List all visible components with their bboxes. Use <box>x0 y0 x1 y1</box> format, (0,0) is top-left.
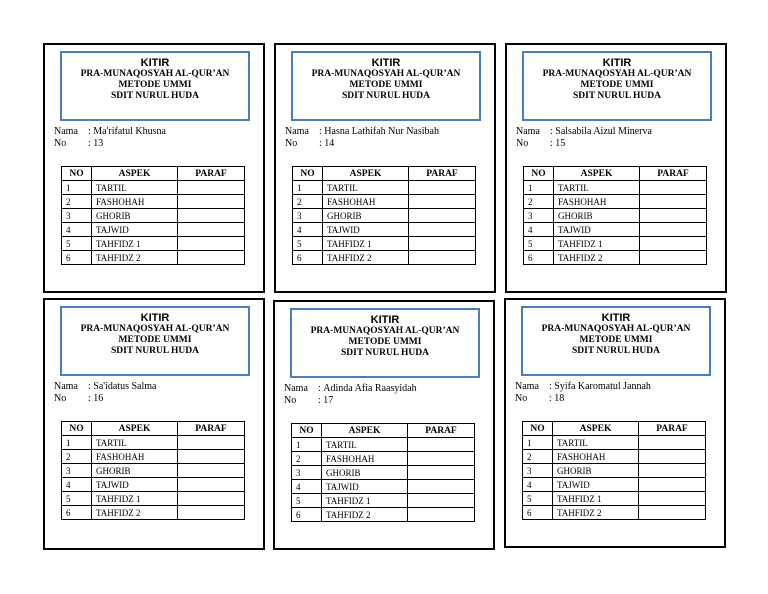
student-number: 17 <box>323 395 334 406</box>
card-title: KITIR <box>370 314 400 326</box>
number-sep: : <box>88 138 91 149</box>
card-subtitle-school: SDIT NURUL HUDA <box>573 91 661 101</box>
card-header <box>60 51 250 121</box>
row-number: 1 <box>292 438 322 452</box>
card-subtitle-program: PRA-MUNAQOSYAH AL-QUR’AN <box>310 326 460 336</box>
row-paraf-cell[interactable] <box>639 436 706 450</box>
col-no-header: NO <box>62 167 92 181</box>
row-aspect: TAJWID <box>92 478 178 492</box>
name-sep: : <box>550 126 553 137</box>
card-subtitle-program: PRA-MUNAQOSYAH AL-QUR’AN <box>311 69 461 79</box>
row-paraf-cell[interactable] <box>178 181 245 195</box>
table-row <box>293 223 476 237</box>
row-paraf-cell[interactable] <box>408 438 475 452</box>
card-subtitle-program: PRA-MUNAQOSYAH AL-QUR’AN <box>542 69 692 79</box>
row-number: 1 <box>62 436 92 450</box>
row-number: 2 <box>523 450 553 464</box>
col-aspek-header: ASPEK <box>322 424 408 438</box>
student-name: Hasna Lathifah Nur Nasibah <box>324 126 439 137</box>
card-title: KITIR <box>601 312 631 324</box>
card-title: KITIR <box>371 57 401 69</box>
col-paraf-header: PARAF <box>409 167 476 181</box>
student-info <box>285 126 439 150</box>
row-aspect: TAHFIDZ 1 <box>553 492 639 506</box>
row-aspect: TARTIL <box>92 436 178 450</box>
aspect-table <box>291 423 475 522</box>
number-sep: : <box>549 393 552 404</box>
name-label: Nama <box>54 126 78 137</box>
student-name: Sa'idatus Salma <box>93 381 157 392</box>
col-paraf-header: PARAF <box>178 422 245 436</box>
aspect-table <box>522 421 706 520</box>
table-row <box>523 492 706 506</box>
card-header <box>290 308 480 378</box>
name-label: Nama <box>516 126 540 137</box>
card-subtitle-method: METODE UMMI <box>349 80 423 90</box>
table-row <box>62 209 245 223</box>
row-aspect: TAHFIDZ 2 <box>553 506 639 520</box>
row-aspect: FASHOHAH <box>554 195 640 209</box>
card-subtitle-method: METODE UMMI <box>118 80 192 90</box>
row-aspect: FASHOHAH <box>553 450 639 464</box>
row-aspect: TAJWID <box>92 223 178 237</box>
student-number: 13 <box>93 138 104 149</box>
table-row <box>292 494 475 508</box>
number-row <box>54 138 166 150</box>
row-paraf-cell[interactable] <box>178 464 245 478</box>
row-aspect: TAHFIDZ 1 <box>323 237 409 251</box>
row-aspect: TAHFIDZ 1 <box>92 237 178 251</box>
number-row <box>285 138 439 150</box>
table-row <box>62 464 245 478</box>
card-subtitle-method: METODE UMMI <box>348 337 422 347</box>
student-info <box>284 383 417 407</box>
table-row <box>292 480 475 494</box>
number-row <box>516 138 652 150</box>
student-info <box>515 381 651 405</box>
row-number: 5 <box>62 492 92 506</box>
table-row <box>523 478 706 492</box>
row-aspect: FASHOHAH <box>322 452 408 466</box>
row-paraf-cell[interactable] <box>640 223 707 237</box>
col-paraf-header: PARAF <box>639 422 706 436</box>
number-row <box>54 393 156 405</box>
name-label: Nama <box>54 381 78 392</box>
row-aspect: FASHOHAH <box>92 450 178 464</box>
number-label: No <box>54 393 67 404</box>
table-row <box>292 508 475 522</box>
table-row <box>62 223 245 237</box>
aspect-table <box>523 166 707 265</box>
row-paraf-cell[interactable] <box>409 223 476 237</box>
row-aspect: TAHFIDZ 1 <box>92 492 178 506</box>
table-row <box>62 492 245 506</box>
table-row <box>292 438 475 452</box>
name-row <box>285 126 439 138</box>
table-row <box>293 251 476 265</box>
card-subtitle-method: METODE UMMI <box>580 80 654 90</box>
row-aspect: GHORIB <box>92 464 178 478</box>
card-header <box>522 51 712 121</box>
row-aspect: TARTIL <box>322 438 408 452</box>
kitir-card <box>43 43 265 293</box>
table-row <box>292 452 475 466</box>
card-subtitle-school: SDIT NURUL HUDA <box>342 91 430 101</box>
row-paraf-cell[interactable] <box>639 492 706 506</box>
row-aspect: GHORIB <box>322 466 408 480</box>
aspect-table <box>61 421 245 520</box>
row-paraf-cell[interactable] <box>640 251 707 265</box>
name-label: Nama <box>515 381 539 392</box>
table-header-row <box>523 422 706 436</box>
student-name: Adinda Afia Raasyidah <box>323 383 417 394</box>
student-info <box>54 126 166 150</box>
card-title: KITIR <box>602 57 632 69</box>
number-sep: : <box>88 393 91 404</box>
table-header-row <box>62 422 245 436</box>
row-number: 1 <box>523 436 553 450</box>
name-label: Nama <box>285 126 309 137</box>
card-title: KITIR <box>140 57 170 69</box>
row-paraf-cell[interactable] <box>640 181 707 195</box>
row-paraf-cell[interactable] <box>178 237 245 251</box>
row-number: 4 <box>523 478 553 492</box>
row-number: 2 <box>293 195 323 209</box>
number-row <box>515 393 651 405</box>
number-label: No <box>515 393 528 404</box>
table-row <box>523 506 706 520</box>
student-name: Syifa Karomatul Jannah <box>554 381 651 392</box>
row-number: 3 <box>524 209 554 223</box>
name-row <box>516 126 652 138</box>
aspect-table <box>61 166 245 265</box>
row-aspect: TAHFIDZ 2 <box>92 251 178 265</box>
student-name: Ma'rifatul Khusna <box>93 126 166 137</box>
table-row <box>524 209 707 223</box>
row-number: 2 <box>62 195 92 209</box>
card-subtitle-school: SDIT NURUL HUDA <box>111 346 199 356</box>
row-aspect: TAHFIDZ 2 <box>323 251 409 265</box>
number-label: No <box>54 138 67 149</box>
col-no-header: NO <box>293 167 323 181</box>
row-paraf-cell[interactable] <box>640 209 707 223</box>
row-number: 5 <box>292 494 322 508</box>
kitir-card <box>43 298 265 550</box>
card-subtitle-method: METODE UMMI <box>579 335 653 345</box>
row-number: 6 <box>62 251 92 265</box>
row-number: 5 <box>523 492 553 506</box>
student-info <box>54 381 156 405</box>
table-row <box>523 436 706 450</box>
row-number: 3 <box>62 464 92 478</box>
name-label: Nama <box>284 383 308 394</box>
card-header <box>291 51 481 121</box>
row-paraf-cell[interactable] <box>639 464 706 478</box>
table-row <box>524 223 707 237</box>
row-number: 6 <box>524 251 554 265</box>
number-label: No <box>284 395 297 406</box>
row-paraf-cell[interactable] <box>178 492 245 506</box>
student-info <box>516 126 652 150</box>
row-paraf-cell[interactable] <box>178 478 245 492</box>
row-aspect: TAHFIDZ 2 <box>554 251 640 265</box>
col-aspek-header: ASPEK <box>323 167 409 181</box>
student-number: 14 <box>324 138 335 149</box>
row-paraf-cell[interactable] <box>178 436 245 450</box>
name-sep: : <box>88 381 91 392</box>
row-aspect: FASHOHAH <box>323 195 409 209</box>
row-paraf-cell[interactable] <box>408 466 475 480</box>
table-header-row <box>524 167 707 181</box>
name-row <box>54 381 156 393</box>
card-subtitle-program: PRA-MUNAQOSYAH AL-QUR’AN <box>80 324 230 334</box>
table-row <box>524 195 707 209</box>
name-sep: : <box>319 126 322 137</box>
col-aspek-header: ASPEK <box>92 167 178 181</box>
col-aspek-header: ASPEK <box>553 422 639 436</box>
row-paraf-cell[interactable] <box>409 209 476 223</box>
table-row <box>292 466 475 480</box>
col-paraf-header: PARAF <box>408 424 475 438</box>
name-sep: : <box>318 383 321 394</box>
card-subtitle-method: METODE UMMI <box>118 335 192 345</box>
table-row <box>62 195 245 209</box>
row-number: 5 <box>524 237 554 251</box>
row-aspect: TARTIL <box>323 181 409 195</box>
row-aspect: TAJWID <box>553 478 639 492</box>
table-row <box>523 464 706 478</box>
table-row <box>62 237 245 251</box>
row-aspect: GHORIB <box>553 464 639 478</box>
card-subtitle-school: SDIT NURUL HUDA <box>111 91 199 101</box>
table-row <box>293 181 476 195</box>
card-subtitle-school: SDIT NURUL HUDA <box>572 346 660 356</box>
row-aspect: GHORIB <box>554 209 640 223</box>
table-row <box>62 436 245 450</box>
name-sep: : <box>549 381 552 392</box>
row-aspect: TAHFIDZ 1 <box>554 237 640 251</box>
row-number: 6 <box>62 506 92 520</box>
table-row <box>293 237 476 251</box>
card-title: KITIR <box>140 312 170 324</box>
table-row <box>293 195 476 209</box>
row-paraf-cell[interactable] <box>640 237 707 251</box>
number-label: No <box>516 138 529 149</box>
row-aspect: TAJWID <box>322 480 408 494</box>
name-sep: : <box>88 126 91 137</box>
col-paraf-header: PARAF <box>178 167 245 181</box>
row-aspect: TAHFIDZ 2 <box>92 506 178 520</box>
kitir-card <box>505 43 727 293</box>
row-paraf-cell[interactable] <box>409 195 476 209</box>
row-paraf-cell[interactable] <box>639 478 706 492</box>
row-number: 5 <box>62 237 92 251</box>
row-number: 6 <box>293 251 323 265</box>
student-number: 18 <box>554 393 565 404</box>
col-no-header: NO <box>524 167 554 181</box>
table-row <box>62 181 245 195</box>
row-number: 6 <box>523 506 553 520</box>
row-paraf-cell[interactable] <box>409 181 476 195</box>
row-paraf-cell[interactable] <box>178 209 245 223</box>
row-aspect: TAHFIDZ 1 <box>322 494 408 508</box>
row-aspect: GHORIB <box>92 209 178 223</box>
col-no-header: NO <box>292 424 322 438</box>
row-aspect: TARTIL <box>92 181 178 195</box>
row-number: 1 <box>293 181 323 195</box>
table-row <box>524 237 707 251</box>
row-number: 4 <box>62 223 92 237</box>
col-no-header: NO <box>62 422 92 436</box>
name-row <box>515 381 651 393</box>
row-number: 3 <box>62 209 92 223</box>
table-row <box>62 251 245 265</box>
row-aspect: TARTIL <box>554 181 640 195</box>
row-number: 3 <box>292 466 322 480</box>
row-paraf-cell[interactable] <box>640 195 707 209</box>
row-paraf-cell[interactable] <box>178 251 245 265</box>
row-paraf-cell[interactable] <box>409 237 476 251</box>
row-paraf-cell[interactable] <box>408 494 475 508</box>
row-number: 3 <box>293 209 323 223</box>
table-row <box>524 251 707 265</box>
row-number: 6 <box>292 508 322 522</box>
row-paraf-cell[interactable] <box>178 506 245 520</box>
row-number: 3 <box>523 464 553 478</box>
row-aspect: TAJWID <box>554 223 640 237</box>
table-row <box>62 506 245 520</box>
number-row <box>284 395 417 407</box>
table-row <box>62 478 245 492</box>
row-aspect: TAHFIDZ 2 <box>322 508 408 522</box>
table-row <box>293 209 476 223</box>
card-subtitle-program: PRA-MUNAQOSYAH AL-QUR’AN <box>541 324 691 334</box>
number-sep: : <box>318 395 321 406</box>
row-number: 1 <box>524 181 554 195</box>
kitir-card <box>273 300 495 550</box>
kitir-card <box>274 43 496 293</box>
number-sep: : <box>319 138 322 149</box>
col-paraf-header: PARAF <box>640 167 707 181</box>
card-subtitle-school: SDIT NURUL HUDA <box>341 348 429 358</box>
table-row <box>62 450 245 464</box>
table-row <box>524 181 707 195</box>
table-header-row <box>293 167 476 181</box>
row-paraf-cell[interactable] <box>409 251 476 265</box>
name-row <box>284 383 417 395</box>
table-row <box>523 450 706 464</box>
student-name: Salsabila Aizul Minerva <box>555 126 652 137</box>
row-aspect: TAJWID <box>323 223 409 237</box>
student-number: 16 <box>93 393 104 404</box>
kitir-card <box>504 298 726 548</box>
row-paraf-cell[interactable] <box>408 508 475 522</box>
row-paraf-cell[interactable] <box>639 450 706 464</box>
row-paraf-cell[interactable] <box>178 223 245 237</box>
name-row <box>54 126 166 138</box>
row-number: 1 <box>62 181 92 195</box>
row-number: 5 <box>293 237 323 251</box>
col-no-header: NO <box>523 422 553 436</box>
number-sep: : <box>550 138 553 149</box>
row-number: 2 <box>62 450 92 464</box>
row-number: 4 <box>293 223 323 237</box>
row-paraf-cell[interactable] <box>639 506 706 520</box>
row-paraf-cell[interactable] <box>178 195 245 209</box>
row-number: 2 <box>292 452 322 466</box>
card-header <box>521 306 711 376</box>
number-label: No <box>285 138 298 149</box>
row-paraf-cell[interactable] <box>408 480 475 494</box>
table-header-row <box>62 167 245 181</box>
col-aspek-header: ASPEK <box>92 422 178 436</box>
table-header-row <box>292 424 475 438</box>
aspect-table <box>292 166 476 265</box>
row-aspect: TARTIL <box>553 436 639 450</box>
row-number: 4 <box>62 478 92 492</box>
card-header <box>60 306 250 376</box>
student-number: 15 <box>555 138 566 149</box>
row-aspect: FASHOHAH <box>92 195 178 209</box>
row-number: 4 <box>292 480 322 494</box>
row-paraf-cell[interactable] <box>408 452 475 466</box>
row-number: 4 <box>524 223 554 237</box>
row-paraf-cell[interactable] <box>178 450 245 464</box>
col-aspek-header: ASPEK <box>554 167 640 181</box>
row-aspect: GHORIB <box>323 209 409 223</box>
row-number: 2 <box>524 195 554 209</box>
card-subtitle-program: PRA-MUNAQOSYAH AL-QUR’AN <box>80 69 230 79</box>
